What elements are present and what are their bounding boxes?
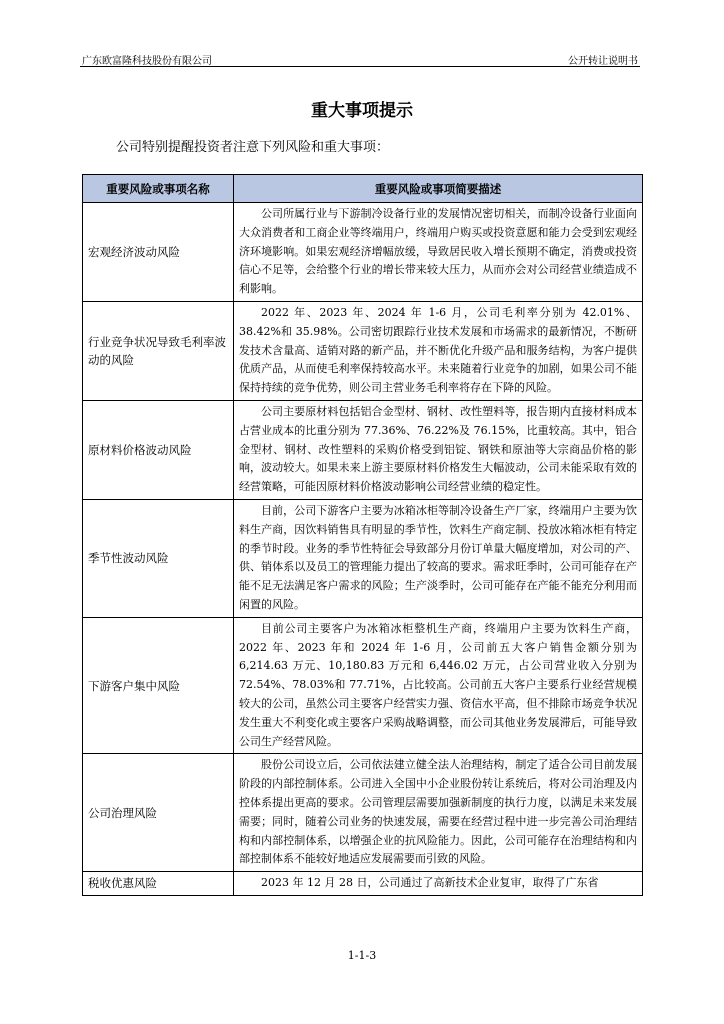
table-row: [83, 203, 643, 302]
risk-name-cell: 原材料价格波动风险: [83, 400, 234, 499]
page-header: [80, 52, 640, 67]
table-row: [83, 301, 643, 400]
table-row: [83, 617, 643, 754]
table-header-row: [83, 175, 643, 203]
risk-name-cell: 下游客户集中风险: [83, 617, 234, 754]
risk-description-cell: 2023 年 12 月 28 日，公司通过了高新技术企业复审，取得了广东省: [234, 872, 643, 896]
column-header-risk-description: 重要风险或事项简要描述: [234, 175, 643, 203]
page-number: 1-1-3: [347, 949, 377, 962]
risk-table: [82, 174, 643, 896]
header-document-type: 公开转让说明书: [568, 56, 638, 67]
table-row: [83, 499, 643, 617]
risk-description-cell: 2022 年、2023 年、2024 年 1-6 月，公司毛利率分别为 42.01%、38.42%和 35.98%。公司密切跟踪行业技术发展和市场需求的最新情况，不断研发技术含量高、适销对路的新产品，并不断优化升级产品和服务结构，为客户提供优质产品，从而使毛利率保持较高水平。未来随着行业竞争的加剧，如果公司不能保持持续的竞争优势，则公司主营业务毛利率将存在下降的风险。: [234, 301, 643, 400]
risk-description-cell: 公司所属行业与下游制冷设备行业的发展情况密切相关，而制冷设备行业面向大众消费者和工商企业等终端用户，终端用户购买或投资意愿和能力会受到宏观经济环境影响。如果宏观经济增幅放缓，导致居民收入增长预期不确定，消费或投资信心不足等，会给整个行业的增长带来较大压力，从而亦会对公司经营业绩造成不利影响。: [234, 203, 643, 302]
risk-description-cell: 目前公司主要客户为冰箱冰柜整机生产商，终端用户主要为饮料生产商，2022 年、2023 年和 2024 年 1-6 月，公司前五大客户销售金额分别为 6,214.63 万元、10,180.83 万元和 6,446.02 万元，占公司营业收入分别为 72.54%、78.03%和 77.71%，占比较高。公司前五大客户主要系行业经营规模较大的公司，虽然公司主要客户经营实力强、资信水平高，但不排除市场竞争状况发生重大不利变化或主要客户采购战略调整，而公司其他业务发展滞后，可能导致公司生产经营风险。: [234, 617, 643, 754]
risk-description-cell: 目前，公司下游客户主要为冰箱冰柜等制冷设备生产厂家，终端用户主要为饮料生产商，因饮料销售具有明显的季节性，饮料生产商定制、投放冰箱冰柜有特定的季节时段。业务的季节性特征会导致部分月份订单量大幅度增加，对公司的产、供、销体系以及员工的管理能力提出了较高的要求。需求旺季时，公司可能存在产能不足无法满足客户需求的风险；生产淡季时，公司可能存在产能不能充分利用而闲置的风险。: [234, 499, 643, 617]
risk-name-cell: 税收优惠风险: [83, 872, 234, 896]
column-header-risk-name: 重要风险或事项名称: [83, 175, 234, 203]
risk-name-cell: 行业竞争状况导致毛利率波动的风险: [83, 301, 234, 400]
risk-name-cell: 公司治理风险: [83, 754, 234, 872]
table-row: [83, 400, 643, 499]
header-company-name: 广东欧富隆科技股份有限公司: [82, 56, 212, 67]
risk-name-cell: 季节性波动风险: [83, 499, 234, 617]
risk-name-cell: 宏观经济波动风险: [83, 203, 234, 302]
intro-text: 公司特别提醒投资者注意下列风险和重大事项：: [116, 140, 390, 155]
table-row: [83, 754, 643, 872]
risk-description-cell: 公司主要原材料包括铝合金型材、钢材、改性塑料等，报告期内直接材料成本占营业成本的比重分别为 77.36%、76.22%及 76.15%，比重较高。其中，铝合金型材、钢材、改性塑料的采购价格受到铝锭、钢铁和原油等大宗商品价格的影响，波动较大。如果未来上游主要原材料价格发生大幅波动，公司未能采取有效的经营策略，可能因原材料价格波动影响公司经营业绩的稳定性。: [234, 400, 643, 499]
table-row: [83, 872, 643, 896]
risk-description-cell: 股份公司设立后，公司依法建立健全法人治理结构，制定了适合公司目前发展阶段的内部控制体系。公司进入全国中小企业股份转让系统后，将对公司治理及内控体系提出更高的要求。公司管理层需要加强新制度的执行力度，以满足未来发展需要；同时，随着公司业务的快速发展，需要在经营过程中进一步完善公司治理结构和内部控制体系，以增强企业的抗风险能力。因此，公司可能存在治理结构和内部控制体系不能较好地适应发展需要而引致的风险。: [234, 754, 643, 872]
page-title: 重大事项提示: [311, 101, 413, 121]
